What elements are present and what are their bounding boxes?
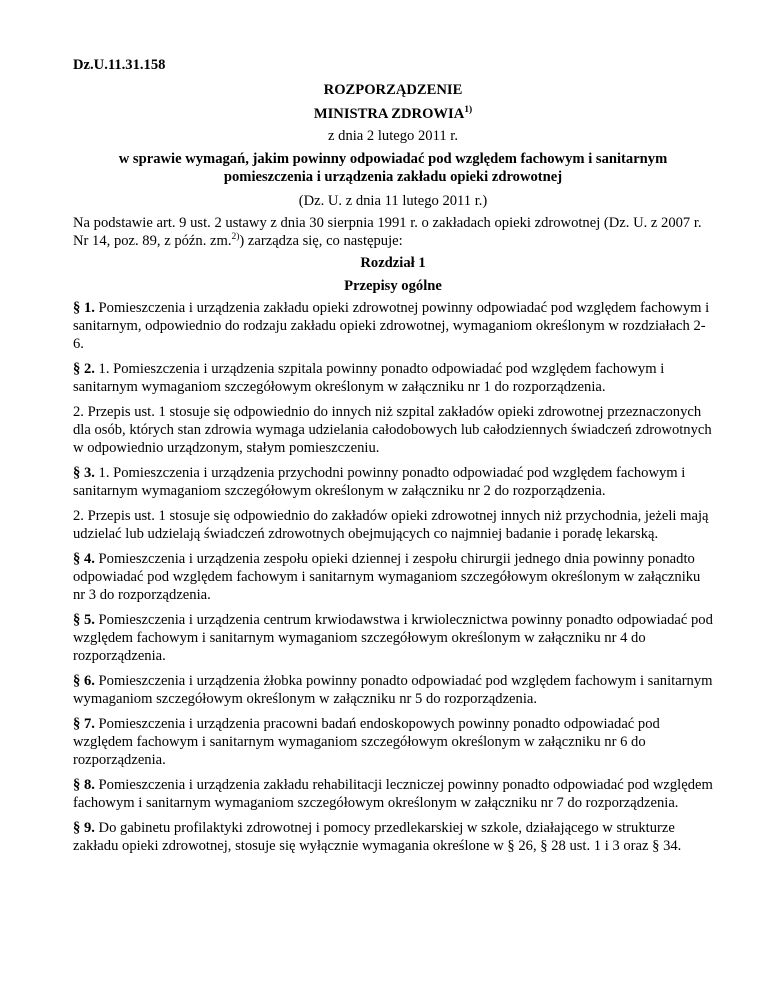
issuing-authority (73, 105, 713, 123)
paragraph (73, 819, 713, 855)
paragraph-text: Pomieszczenia i urządzenia centrum krwiodawstwa i krwiolecznictwa powinny ponadto odpowiadać pod względem fachowym i sanitarnym wymaganiom szczegółowym określonym w załączniku nr 4 do rozporządzenia. (73, 612, 713, 664)
paragraph-text: Pomieszczenia i urządzenia żłobka powinny ponadto odpowiadać pod względem fachowym i sanitarnym wymaganiom szczegółowym określonym w załączniku nr 5 do rozporządzenia. (73, 673, 713, 707)
paragraph-text: 1. Pomieszczenia i urządzenia szpitala powinny ponadto odpowiadać pod względem fachowym i sanitarnym wymaganiom szczegółowym określonym w załączniku nr 1 do rozporządzenia. (73, 361, 665, 395)
paragraph (73, 672, 713, 708)
authority-name: MINISTRA ZDROWIA (313, 106, 465, 122)
paragraph-text: 2. Przepis ust. 1 stosuje się odpowiednio do zakładów opieki zdrowotnej innych niż przychodnia, jeżeli mają udzielać lub udzielają świadczeń zdrowotnych obejmujących co najmniej badanie i poradę lekarską. (73, 508, 709, 542)
journal-reference: Dz.U.11.31.158 (73, 57, 166, 73)
paragraph-list (73, 299, 713, 855)
paragraph (73, 507, 713, 543)
publication-info: (Dz. U. z dnia 11 lutego 2011 r.) (298, 193, 488, 209)
legal-basis (73, 214, 713, 250)
paragraph-text: Pomieszczenia i urządzenia pracowni badań endoskopowych powinny ponadto odpowiadać pod względem fachowym i sanitarnym wymaganiom szczegółowym określonym w załączniku nr 6 do rozporządzenia. (73, 716, 660, 768)
legal-basis-text-end: ) zarządza się, co następuje: (239, 233, 403, 249)
paragraph-label: § 3. (73, 465, 95, 481)
paragraph-label: § 9. (73, 820, 95, 836)
paragraph-text: Do gabinetu profilaktyki zdrowotnej i pomocy przedlekarskiej w szkole, działającego w strukturze zakładu opieki zdrowotnej, stosuje się wyłącznie wymagania określone w § 26, § 28 ust. 1 i 3 oraz § 34. (73, 820, 682, 854)
paragraph (73, 550, 713, 604)
authority-footnote-marker: 1) (464, 105, 473, 115)
paragraph (73, 611, 713, 665)
paragraph-text: Pomieszczenia i urządzenia zakładu opieki zdrowotnej powinny odpowiadać pod względem fachowym i sanitarnym, odpowiednio do rodzaju zakładu opieki zdrowotnej, wymaganiom określonym w rozdziałach 2-6. (73, 300, 710, 352)
paragraph-text: Pomieszczenia i urządzenia zespołu opieki dziennej i zespołu chirurgii jednego dnia powinny ponadto odpowiadać pod względem fachowym i sanitarnym wymaganiom szczegółowym określonym w załączniku nr 3 do rozporządzenia. (73, 551, 701, 603)
issue-date: z dnia 2 lutego 2011 r. (328, 128, 458, 144)
paragraph-text: 1. Pomieszczenia i urządzenia przychodni powinny ponadto odpowiadać pod względem fachowym i sanitarnym wymaganiom szczegółowym określonym w załączniku nr 2 do rozporządzenia. (73, 465, 686, 499)
paragraph-label: § 4. (73, 551, 95, 567)
document-content (73, 56, 713, 862)
chapter-title: Przepisy ogólne (344, 278, 442, 294)
paragraph (73, 403, 713, 457)
chapter-label: Rozdział 1 (360, 255, 426, 271)
paragraph-label: § 1. (73, 300, 95, 316)
legal-basis-text: Na podstawie art. 9 ust. 2 ustawy z dnia 30 sierpnia 1991 r. o zakładach opieki zdrowotnej (Dz. U. z 2007 r. Nr 14, poz. 89, z późn. zm. (73, 215, 702, 249)
paragraph-label: § 5. (73, 612, 95, 628)
paragraph-text: 2. Przepis ust. 1 stosuje się odpowiednio do innych niż szpital zakładów opieki zdrowotnej przeznaczonych dla osób, których stan zdrowia wymaga udzielania całodobowych lub całodziennych świadczeń zdrowotnych w odpowiednio urządzonym, stałym pomieszczeniu. (73, 404, 712, 456)
paragraph (73, 464, 713, 500)
legal-basis-footnote-marker: 2) (231, 232, 240, 242)
paragraph (73, 299, 713, 353)
paragraph (73, 776, 713, 812)
paragraph-label: § 2. (73, 361, 95, 377)
paragraph-label: § 8. (73, 777, 95, 793)
regulation-subject: w sprawie wymagań, jakim powinny odpowiadać pod względem fachowym i sanitarnym pomieszczenia i urządzenia zakładu opieki zdrowotnej (118, 151, 668, 185)
paragraph (73, 715, 713, 769)
paragraph-label: § 6. (73, 673, 95, 689)
paragraph (73, 360, 713, 396)
document-title: ROZPORZĄDZENIE (323, 82, 463, 98)
paragraph-text: Pomieszczenia i urządzenia zakładu rehabilitacji leczniczej powinny ponadto odpowiadać pod względem fachowym i sanitarnym wymaganiom szczegółowym określonym w załączniku nr 7 do rozporządzenia. (73, 777, 713, 811)
paragraph-label: § 7. (73, 716, 95, 732)
